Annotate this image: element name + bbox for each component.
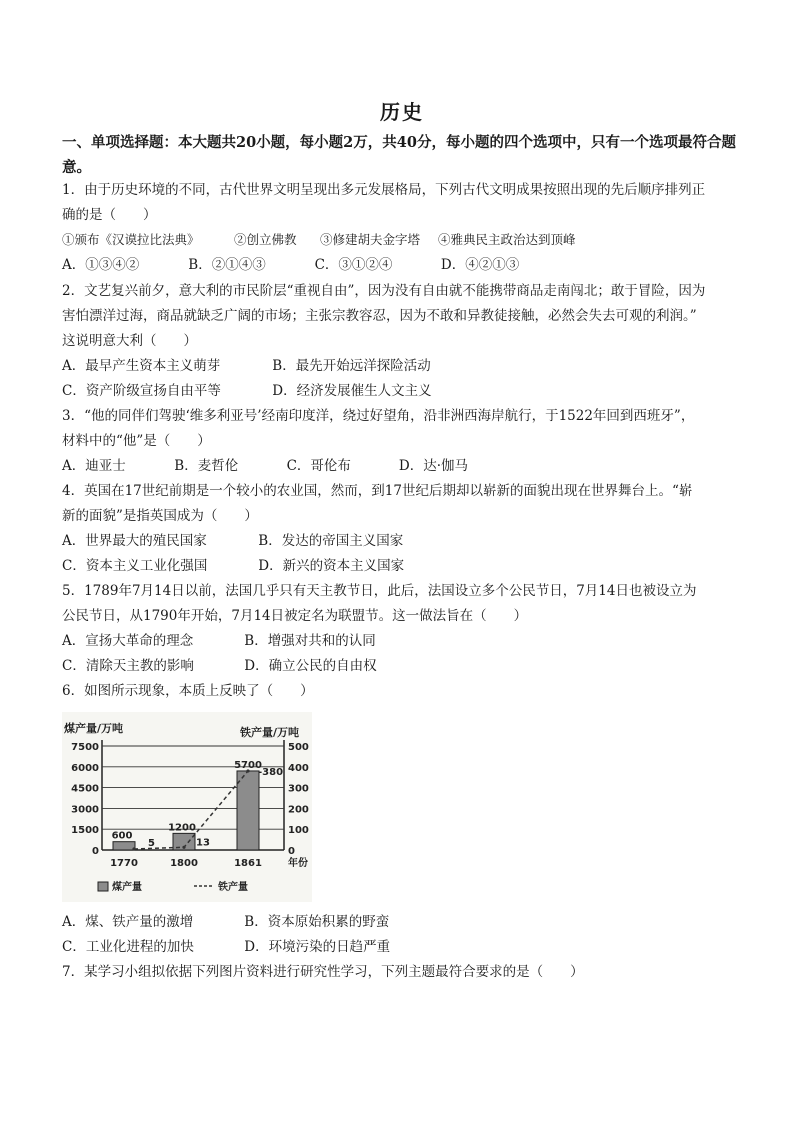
q1-option-c: C．③①②④ <box>314 257 393 273</box>
chart-bar-label: 600 <box>111 830 133 842</box>
chart-x-tick-label: 1800 <box>170 858 198 869</box>
chart-y-tick-label: 6000 <box>71 762 99 774</box>
q5-options-row2 <box>62 656 752 676</box>
chart-legend-iron-label: 铁产量 <box>218 882 248 893</box>
q4-option-c: C．资本主义工业化强国 <box>62 558 208 574</box>
chart-y-right-tick-label: 300 <box>288 783 309 795</box>
q1-options <box>62 255 752 275</box>
coal-iron-chart <box>62 712 312 902</box>
chart-legend-coal-label: 煤产量 <box>112 882 142 893</box>
q5-option-c: C．清除天主教的影响 <box>62 658 194 674</box>
q6-options-row1 <box>62 912 752 932</box>
chart-bar-label: 5700 <box>234 759 262 771</box>
q1-items <box>62 230 752 250</box>
q3-options <box>62 456 752 476</box>
chart-line-label: -380 <box>258 766 284 778</box>
chart-y-right-tick-label: 100 <box>288 825 309 837</box>
chart-y-right-tick-label: 0 <box>288 846 295 857</box>
q5-option-a: A．宣扬大革命的理念 <box>62 633 194 649</box>
chart-line-label: 5 <box>148 837 155 849</box>
chart-point-iron <box>132 847 135 850</box>
chart-point-iron <box>182 846 185 849</box>
q6-option-d: D．环境污染的日趋严重 <box>244 939 391 955</box>
q4-option-a: A．世界最大的殖民国家 <box>62 533 207 549</box>
q5-option-b: B．增强对共和的认同 <box>244 633 376 649</box>
q3-option-a: A．迪亚士 <box>62 458 126 474</box>
q2-option-b: B．最先开始远洋探险活动 <box>272 358 431 374</box>
chart-y-tick-label: 4500 <box>71 783 99 795</box>
q5-stem-line2: 公民节日，从1790年开始，7月14日被定名为联盟节。这一做法旨在（ ） <box>62 608 528 624</box>
q3-stem-line2: 材料中的“他”是（ ） <box>62 433 211 449</box>
q3-option-d: D．达·伽马 <box>398 458 469 474</box>
chart-text <box>64 721 309 893</box>
chart-y-right-tick-label: 500 <box>288 742 309 753</box>
q6-option-a: A．煤、铁产量的激增 <box>62 914 194 930</box>
q2-options-row2 <box>62 381 752 401</box>
q1-item-2: ②创立佛教 <box>233 232 297 247</box>
q6-options-row2 <box>62 937 752 957</box>
chart-y-right-axis-title: 铁产量/万吨 <box>240 726 300 739</box>
q4-options-row2 <box>62 556 752 576</box>
q3-option-b: B．麦哲伦 <box>174 458 239 474</box>
chart-y-tick-label: 7500 <box>71 742 99 753</box>
q2-option-a: A．最早产生资本主义萌芽 <box>62 358 221 374</box>
chart-bar-coal <box>113 842 135 850</box>
q6-option-b: B．资本原始积累的野蛮 <box>244 914 390 930</box>
q1-option-b: B．②①④③ <box>188 257 266 273</box>
q6-option-c: C．工业化进程的加快 <box>62 939 194 955</box>
q4-stem-line2: 新的面貌”是指英国成为（ ） <box>62 508 258 524</box>
q2-stem-line3: 这说明意大利（ ） <box>62 333 197 349</box>
page-title: 历史 <box>380 100 424 124</box>
chart-y-right-tick-label: 400 <box>288 762 309 774</box>
q1-item-1: ①颁布《汉谟拉比法典》 <box>62 232 200 247</box>
chart-bar-coal <box>237 771 259 850</box>
q2-stem-line1: 2．文艺复兴前夕，意大利的市民阶层“重视自由”，因为没有自由就不能携带商品走南闯北；敢于冒险，因为 <box>62 283 706 299</box>
q3-stem-line1: 3．“他的同伴们驾驶‘维多利亚号’经南印度洋，绕过好望角，沿非洲西海岸航行，于1522年回到西班牙”， <box>62 408 695 424</box>
chart-y-axis-title: 煤产量/万吨 <box>64 722 124 735</box>
q1-option-a: A．①③④② <box>62 257 140 273</box>
q3-option-c: C．哥伦布 <box>286 458 351 474</box>
chart-y-tick-label: 1500 <box>71 825 99 837</box>
q4-option-d: D．新兴的资本主义国家 <box>258 558 405 574</box>
q5-option-d: D．确立公民的自由权 <box>244 658 377 674</box>
chart-y-tick-label: 0 <box>92 846 99 857</box>
q2-options-row1 <box>62 356 752 376</box>
q6-stem-line1: 6．如图所示现象，本质上反映了（ ） <box>62 683 314 699</box>
q1-stem-line2: 确的是（ ） <box>62 207 157 223</box>
chart-x-axis-title: 年份 <box>288 858 308 869</box>
chart-y-right-tick-label: 200 <box>288 804 309 816</box>
q4-option-b: B．发达的帝国主义国家 <box>258 533 404 549</box>
chart-line-label: 13 <box>196 837 210 849</box>
q7-stem-line1: 7．某学习小组拟依据下列图片资料进行研究性学习，下列主题最符合要求的是（ ） <box>62 964 584 980</box>
q2-option-c: C．资产阶级宣扬自由平等 <box>62 383 221 399</box>
coal-iron-chart-svg <box>62 712 312 902</box>
chart-x-tick-label: 1770 <box>110 858 138 869</box>
q4-options-row1 <box>62 531 752 551</box>
q1-option-d: D．④②①③ <box>440 257 520 273</box>
q1-item-4: ④雅典民主政治达到顶峰 <box>437 232 576 247</box>
chart-x-tick-label: 1861 <box>234 858 262 869</box>
chart-y-tick-label: 3000 <box>71 804 99 816</box>
chart-legend-bar-swatch <box>98 882 108 891</box>
q2-option-d: D．经济发展催生人文主义 <box>272 383 432 399</box>
q5-options-row1 <box>62 631 752 651</box>
q2-stem-line2: 害怕漂洋过海，商品就缺乏广阔的市场；主张宗教容忍，因为不敢和异教徒接触，必然会失去可观的利润。” <box>62 308 697 324</box>
q4-stem-line1: 4．英国在17世纪前期是一个较小的农业国，然而，到17世纪后期却以崭新的面貌出现在世界舞台上。“崭 <box>62 483 693 499</box>
q5-stem-line1: 5．1789年7月14日以前，法国几乎只有天主教节日，此后，法国设立多个公民节日，7月14日也被设立为 <box>62 583 697 599</box>
section-heading: 一、单项选择题：本大题共20小题，每小题2万，共40分，每小题的四个选项中，只有一个选项最符合题意。 <box>62 134 736 176</box>
q1-item-3: ③修建胡夫金字塔 <box>319 232 420 247</box>
chart-bar-label: 1200 <box>168 822 196 834</box>
q1-stem-line1: 1．由于历史环境的不同，古代世界文明呈现出多元发展格局，下列古代文明成果按照出现的先后顺序排列正 <box>62 182 706 198</box>
